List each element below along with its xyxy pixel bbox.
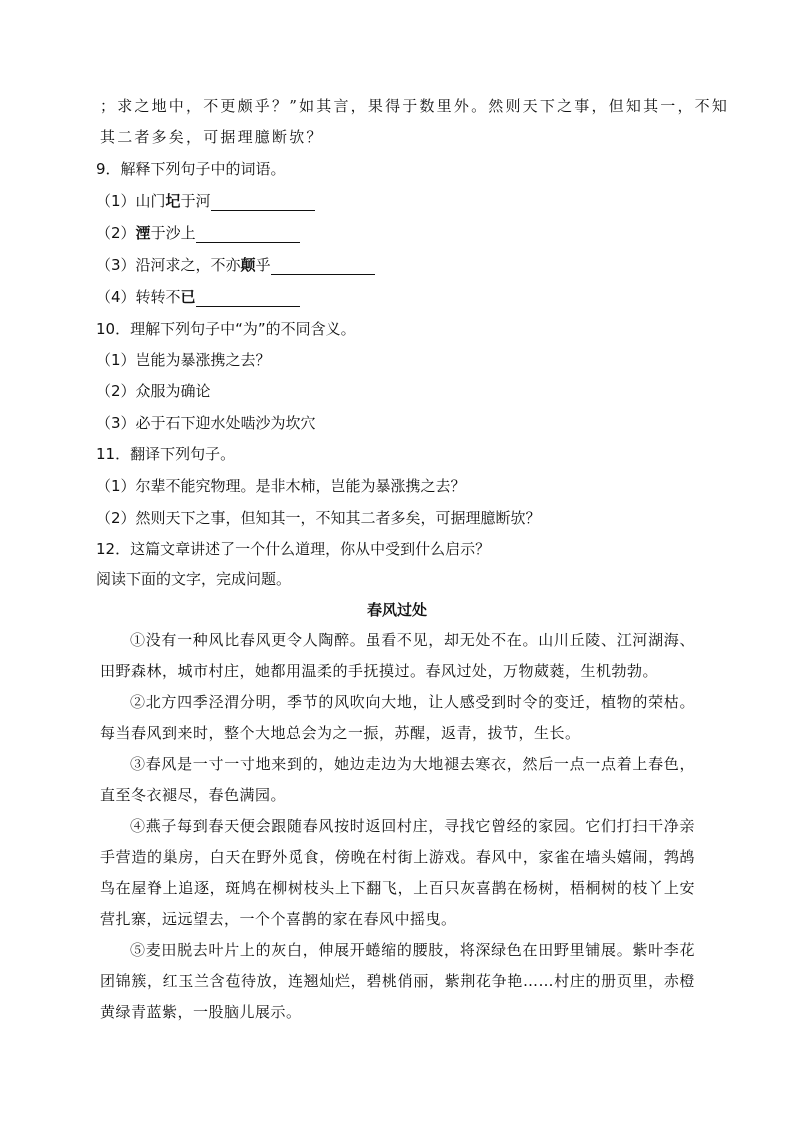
q9-keyword: 已 [180,288,196,306]
q9-item-suffix: 于河 [180,192,211,210]
q9-item [96,191,696,211]
article-paragraph: ④燕子每到春天便会跟随春风按时返回村庄，寻找它曾经的家园。它们打扫干净亲手营造的巢房，白天在野外觅食，傍晚在村街上游戏。春风中，家雀在墙头嬉闹，鹁鸪鸟在屋脊上追逐，斑鸠在柳树枝头上下翻飞，上百只灰喜鹊在杨树，梧桐树的枝丫上安营扎寨，远远望去，一个个喜鹊的家在春风中摇曳。 [100,817,695,928]
answer-blank[interactable] [196,226,300,243]
q10-item: （1）岂能为暴涨携之去？ [96,351,271,369]
question-11-title: 11．翻译下列句子。 [96,445,236,463]
reading-intro: 阅读下面的文字，完成问题。 [96,570,292,588]
article-paragraph: ②北方四季泾渭分明，季节的风吹向大地，让人感受到时令的变迁，植物的荣枯。每当春风到来时，整个大地总会为之一振，苏醒，返青，拔节，生长。 [100,693,695,742]
q10-item: （2）众服为确论 [96,382,211,400]
q11-item: （2）然则天下之事，但知其一，不知其二者多矣，可据理臆断欤？ [96,509,541,527]
q9-item-prefix: （3）沿河求之，不亦 [96,256,241,274]
question-12-title: 12．这篇文章讲述了一个什么道理，你从中受到什么启示？ [96,540,491,558]
q11-item: （1）尔辈不能究物理。是非木柿，岂能为暴涨携之去？ [96,477,466,495]
q9-item-prefix: （4）转转不 [96,288,181,306]
answer-blank[interactable] [271,258,375,275]
article-paragraph: ①没有一种风比春风更令人陶醉。虽看不见，却无处不在。山川丘陵、江河湖海、田野森林，城市村庄，她都用温柔的手抚摸过。春风过处，万物葳蕤，生机勃勃。 [100,631,695,680]
article-paragraph: ⑤麦田脱去叶片上的灰白，伸展开蜷缩的腰肢，将深绿色在田野里铺展。紫叶李花团锦簇，红玉兰含苞待放，连翘灿烂，碧桃俏丽，紫荆花争艳……村庄的册页里，赤橙黄绿青蓝紫，一股脑儿展示。 [100,941,695,1021]
q9-item [96,255,696,275]
q9-keyword: 圮 [165,192,181,210]
answer-blank[interactable] [196,290,300,307]
question-9-title: 9．解释下列句子中的词语。 [96,160,286,178]
article-paragraph: ③春风是一寸一寸地来到的，她边走边为大地褪去寒衣，然后一点一点着上春色，直至冬衣褪尽，春色满园。 [100,755,695,804]
q9-item-prefix: （1）山门 [96,192,166,210]
q9-item-prefix: （2） [96,224,136,242]
answer-blank[interactable] [211,194,315,211]
article-title: 春风过处 [366,601,427,619]
q9-item [96,223,696,243]
q9-item-suffix: 乎 [255,256,271,274]
q9-item-suffix: 于沙上 [150,224,196,242]
question-10-title: 10．理解下列句子中“为”的不同含义。 [96,320,356,338]
text-line: ；求之地中，不更颇乎？”如其言，果得于数里外。然则天下之事，但知其一，不知 [100,97,730,115]
q10-item: （3）必于石下迎水处啮沙为坎穴 [96,414,316,432]
q9-item [96,287,696,307]
q9-keyword: 颠 [240,256,256,274]
text-line: 其二者多矣，可据理臆断欤？ [100,128,324,146]
q9-keyword: 湮 [135,224,151,242]
